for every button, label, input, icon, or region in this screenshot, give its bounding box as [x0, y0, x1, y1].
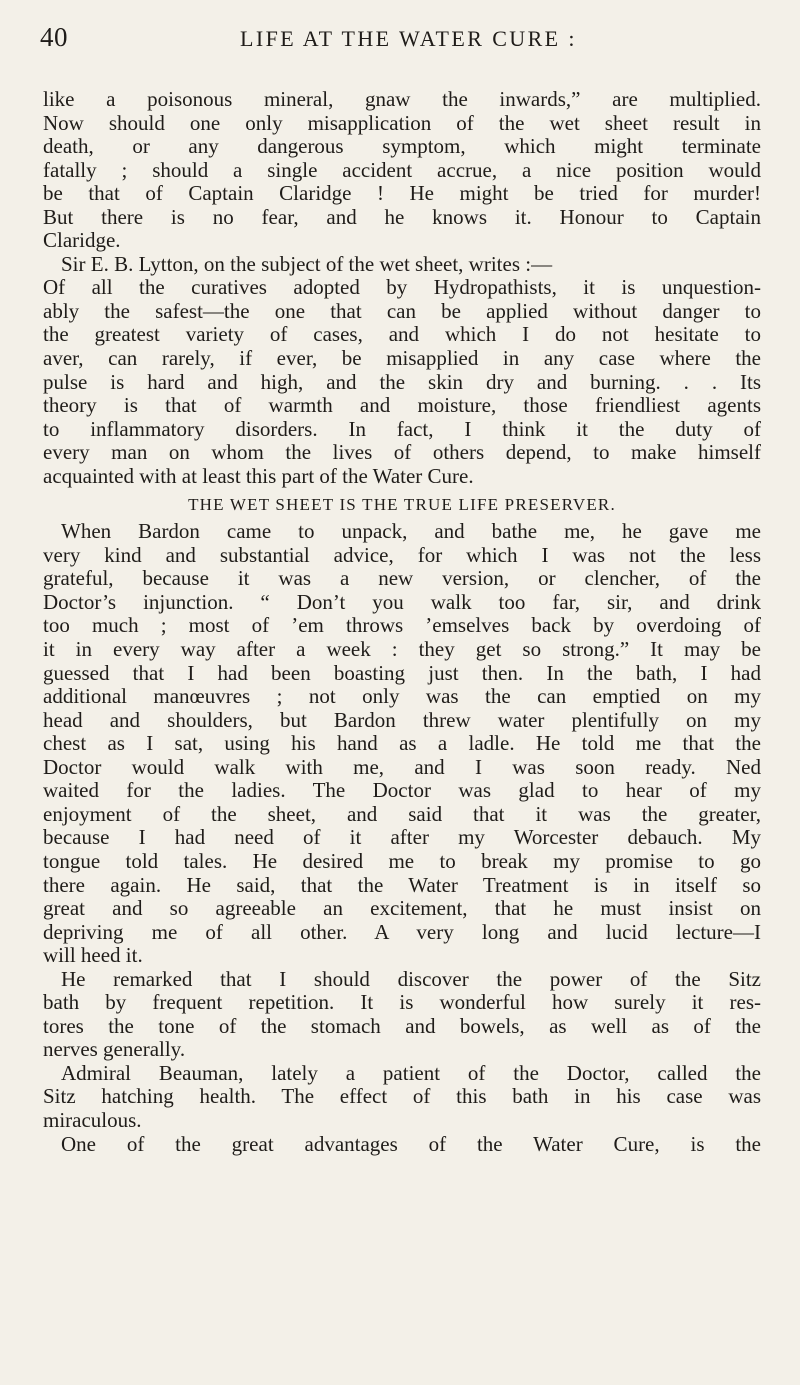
text-line: like a poisonous mineral, gnaw the inwards,” are multiplied.	[43, 87, 761, 111]
text-line: Admiral Beauman, lately a patient of the Doctor, called the	[61, 1060, 761, 1085]
text-line: head and shoulders, but Bardon threw water plentifully on my	[43, 707, 761, 732]
text-line: fatally ; should a single accident accrue, a nice position would	[43, 157, 761, 182]
text-line: bath by frequent repetition. It is wonderful how surely it res-	[43, 990, 761, 1015]
text-line: aver, can rarely, if ever, be misapplied in any case where the	[43, 346, 761, 371]
text-line: ably the safest—the one that can be applied without danger to	[43, 298, 761, 323]
text-line: be that of Captain Claridge ! He might be tried for murder!	[43, 181, 761, 206]
text-line: Now should one only misapplication of the wet sheet result in	[43, 110, 761, 135]
text-line: theory is that of warmth and moisture, those friendliest agents	[43, 393, 761, 418]
body-text	[43, 88, 761, 1156]
text-line: depriving me of all other. A very long and lucid lecture—I	[43, 919, 761, 944]
text-line: the greatest variety of cases, and which I do not hesitate to	[43, 322, 761, 347]
section-heading: THE WET SHEET IS THE TRUE LIFE PRESERVER.	[188, 495, 616, 515]
text-line: He remarked that I should discover the power of the Sitz	[61, 966, 761, 991]
text-line: acquainted with at least this part of the Water Cure.	[43, 463, 474, 488]
text-line: tongue told tales. He desired me to break my promise to go	[43, 848, 761, 873]
text-line: death, or any dangerous symptom, which might terminate	[43, 134, 761, 159]
text-line: grateful, because it was a new version, or clencher, of the	[43, 566, 761, 591]
text-line: chest as I sat, using his hand as a ladle. He told me that the	[43, 731, 761, 756]
page-header	[40, 22, 760, 62]
text-line: because I had need of it after my Worcester debauch. My	[43, 825, 761, 850]
text-line: guessed that I had been boasting just then. In the bath, I had	[43, 660, 761, 685]
text-line: every man on whom the lives of others depend, to make himself	[43, 440, 761, 465]
text-line: tores the tone of the stomach and bowels, as well as of the	[43, 1013, 761, 1038]
text-line: But there is no fear, and he knows it. Honour to Captain	[43, 204, 761, 229]
text-line: additional manœuvres ; not only was the can emptied on my	[43, 684, 761, 709]
text-line: When Bardon came to unpack, and bathe me, he gave me	[61, 519, 761, 544]
running-head: LIFE AT THE WATER CURE :	[240, 26, 577, 51]
text-line: will heed it.	[43, 943, 143, 968]
text-line: it in every way after a week : they get so strong.” It may be	[43, 637, 761, 662]
text-line: great and so agreeable an excitement, that he must insist on	[43, 896, 761, 921]
text-line: there again. He said, that the Water Treatment is in itself so	[43, 872, 761, 897]
text-line: too much ; most of ’em throws ’emselves back by overdoing of	[43, 613, 761, 638]
text-line: Claridge.	[43, 228, 121, 253]
text-line: enjoyment of the sheet, and said that it was the greater,	[43, 801, 761, 826]
text-line: Sitz hatching health. The effect of this bath in his case was	[43, 1084, 761, 1109]
text-line: Doctor’s injunction. “ Don’t you walk too far, sir, and drink	[43, 589, 761, 614]
text-line: waited for the ladies. The Doctor was glad to hear of my	[43, 778, 761, 803]
text-line: nerves generally.	[43, 1037, 186, 1062]
text-line: Of all the curatives adopted by Hydropathists, it is unquestion-	[43, 275, 761, 300]
text-line: pulse is hard and high, and the skin dry and burning. . . Its	[43, 369, 761, 394]
text-line: very kind and substantial advice, for which I was not the less	[43, 542, 761, 567]
text-line: Sir E. B. Lytton, on the subject of the wet sheet, writes :—	[61, 251, 553, 276]
text-line: Doctor would walk with me, and I was soon ready. Ned	[43, 754, 761, 779]
text-line: to inflammatory disorders. In fact, I think it the duty of	[43, 416, 761, 441]
text-line: miraculous.	[43, 1107, 142, 1132]
text-line: One of the great advantages of the Water Cure, is the	[61, 1131, 761, 1156]
page-number: 40	[40, 22, 68, 52]
